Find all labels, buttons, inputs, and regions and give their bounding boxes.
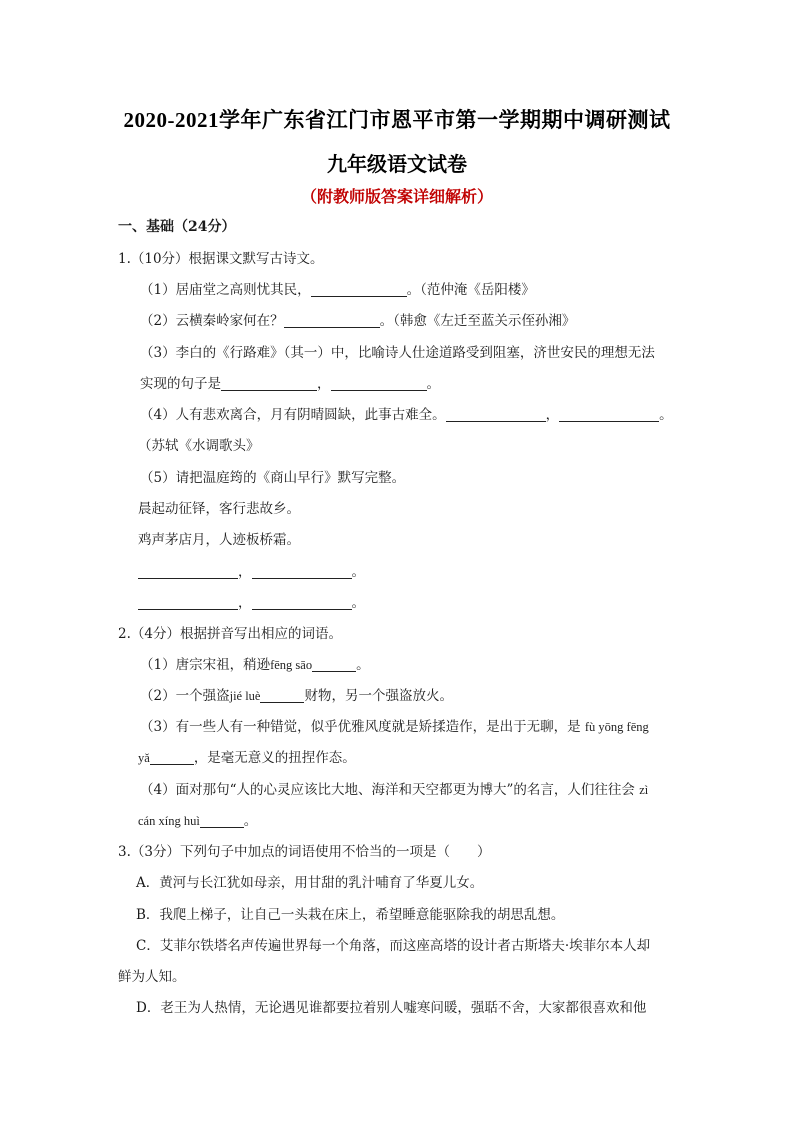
period: 。 — [351, 595, 365, 611]
q1-item-5-stem: （5）请把温庭筠的《商山早行》默写完整。 — [140, 470, 406, 486]
answer-blank[interactable] — [331, 376, 427, 391]
period: 。 — [426, 376, 440, 392]
exam-subtitle: 九年级语文试卷 — [327, 154, 467, 176]
q2-2-prefix: （2）一个强盗 — [140, 688, 230, 704]
q3-option-c-cont: 鲜为人知。 — [118, 969, 186, 985]
answer-key-note: （附教师版答案详细解析） — [300, 189, 493, 206]
period: 。 — [243, 813, 258, 829]
q3-option-c[interactable]: C．艾菲尔铁塔名声传遍世界每一个角落，而这座高塔的设计者古斯塔夫·埃菲尔本人却 — [136, 938, 651, 954]
q3-option-d[interactable]: D．老王为人热情，无论遇见谁都要拉着别人嘘寒问暖，强聒不舍，大家都很喜欢和他 — [136, 1000, 647, 1016]
q1-4-prefix: （4）人有悲欢离合，月有阴晴圆缺，此事古难全。 — [140, 407, 446, 423]
poem-verse-1: 晨起动征铎，客行悲故乡。 — [138, 501, 300, 517]
comma: ， — [317, 376, 331, 392]
pinyin: fù yōng fēng — [584, 720, 649, 734]
q2-item-4-line1 — [140, 781, 648, 799]
q1-3-prefix: 实现的句子是 — [140, 376, 221, 392]
answer-blank[interactable] — [559, 407, 659, 422]
answer-blank[interactable] — [221, 376, 317, 391]
answer-blank[interactable] — [200, 813, 244, 828]
answer-blank[interactable] — [311, 282, 407, 297]
q2-2-suffix: 财物，另一个强盗放火。 — [304, 688, 453, 704]
answer-blank[interactable] — [260, 688, 304, 703]
q1-item-4-source: （苏轼《水调歌头》 — [138, 438, 260, 454]
answer-blank[interactable] — [150, 750, 194, 765]
q2-item-3-line1 — [140, 718, 649, 736]
poem-blank-line-2 — [138, 594, 365, 612]
answer-blank[interactable] — [312, 657, 356, 672]
q1-item-1 — [140, 281, 535, 299]
q1-item-4 — [140, 406, 673, 424]
q1-1-prefix: （1）居庙堂之高则忧其民， — [140, 282, 311, 298]
q1-1-suffix: 。（范仲淹《岳阳楼》 — [406, 282, 535, 298]
q2-item-2 — [140, 687, 453, 705]
q1-2-prefix: （2）云横秦岭家何在？ — [140, 313, 284, 329]
pinyin: jié luè — [229, 689, 261, 703]
comma: ， — [238, 595, 252, 611]
answer-blank[interactable] — [446, 407, 546, 422]
answer-blank[interactable] — [252, 595, 352, 610]
q2-item-3-line2 — [138, 749, 356, 767]
answer-blank[interactable] — [138, 564, 238, 579]
q2-3-suffix: ，是毫无意义的扭捏作态。 — [193, 750, 356, 766]
q2-4-text: （4）面对那句“人的心灵应该比大地、海洋和天空都更为博大”的名言，人们往往会 — [140, 782, 635, 798]
poem-blank-line-1 — [138, 563, 365, 581]
q2-stem: 2.（4分）根据拼音写出相应的词语。 — [118, 626, 342, 642]
section-heading-basics: 一、基础（24分） — [118, 219, 236, 235]
q3-option-b[interactable]: B．我爬上梯子，让自己一头栽在床上，希望睡意能驱除我的胡思乱想。 — [136, 907, 565, 923]
pinyin: cán xíng huì — [138, 814, 200, 828]
q1-item-3-line1: （3）李白的《行路难》（其一）中，比喻诗人仕途道路受到阻塞，济世安民的理想无法 — [140, 345, 655, 361]
q1-item-2 — [140, 312, 575, 330]
answer-blank[interactable] — [252, 564, 352, 579]
q1-2-suffix: 。（韩愈《左迁至蓝关示侄孙湘》 — [379, 313, 576, 329]
q2-3-text: （3）有一些人有一种错觉，似乎优雅风度就是矫揉造作，是出于无聊，是 — [140, 719, 581, 735]
q3-option-a[interactable]: A．黄河与长江犹如母亲，用甘甜的乳汁哺育了华夏儿女。 — [136, 875, 484, 891]
pinyin: yǎ — [138, 751, 150, 765]
period: 。 — [356, 657, 370, 673]
q2-item-1 — [140, 656, 370, 674]
comma: ， — [545, 407, 560, 423]
answer-blank[interactable] — [284, 313, 380, 328]
period: 。 — [351, 564, 365, 580]
exam-title: 2020-2021学年广东省江门市恩平市第一学期期中调研测试 — [123, 108, 671, 132]
pinyin: fēng sāo — [270, 658, 313, 672]
q2-item-4-line2 — [138, 812, 257, 830]
q1-stem: 1.（10分）根据课文默写古诗文。 — [118, 251, 324, 267]
q1-item-3-line2 — [140, 375, 440, 393]
q2-1-prefix: （1）唐宗宋祖，稍逊 — [140, 657, 271, 673]
pinyin: zì — [639, 783, 649, 797]
poem-verse-2: 鸡声茅店月，人迹板桥霜。 — [138, 532, 300, 548]
answer-blank[interactable] — [138, 595, 238, 610]
comma: ， — [238, 564, 252, 580]
q3-stem: 3.（3分）下列句子中加点的词语使用不恰当的一项是（ ） — [118, 844, 491, 860]
period: 。 — [659, 407, 673, 423]
